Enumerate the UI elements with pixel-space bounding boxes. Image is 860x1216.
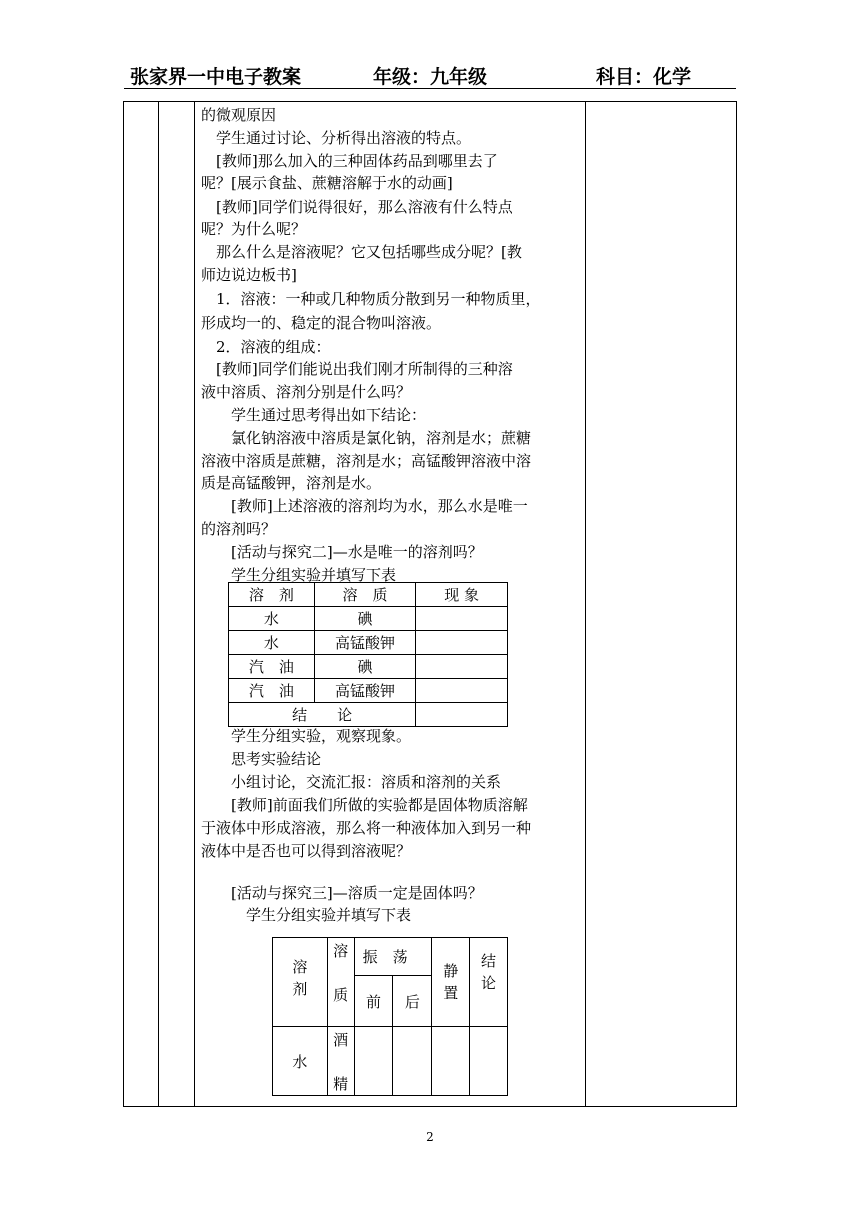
table-cell: 水 [229,631,315,655]
text-line: 学生分组实验并填写下表 [201,906,412,924]
table-cell: 碘 [314,655,416,679]
table-header-row [273,938,508,976]
table-row [273,1027,508,1096]
table-cell: 水 [229,607,315,631]
solvent-header-char: 剂 [292,980,308,998]
text-line: 学生通过讨论、分析得出溶液的特点。 [201,129,472,147]
table-cell: 水 [273,1027,328,1096]
text-line: 学生分组实验并填写下表 [201,566,397,584]
grade-label: 年级：九年级 [373,66,488,88]
solute-header [327,938,354,1027]
text-line: 液体中是否也可以得到溶液呢？ [201,842,412,860]
text-line: 师边说边板书] [201,266,297,284]
text-line: [教师]同学们能说出我们刚才所制得的三种溶 [201,360,513,378]
text-line: 呢？为什么呢？ [201,220,307,238]
text-line: 的溶剂吗？ [201,520,277,538]
conclusion-header-char: 论 [481,974,497,992]
table-header-cell: 溶 剂 [229,583,315,607]
text-line: 呢？[展示食盐、蔗糖溶解于水的动画] [201,174,453,192]
text-line: 学生通过思考得出如下结论： [201,406,427,424]
table-cell: 汽 油 [229,655,315,679]
solvent-header-char: 溶 [292,958,308,976]
subject-label: 科目：化学 [596,66,692,88]
school-title: 张家界一中电子教案 [130,66,302,88]
text-line: 2．溶液的组成： [201,338,331,356]
table-row [229,607,508,631]
table-cell [416,607,508,631]
text-line: 液中溶质、溶剂分别是什么吗？ [201,383,412,401]
text-line: [教师]同学们说得很好，那么溶液有什么特点 [201,198,513,216]
column-divider-1 [158,102,159,1106]
table-cell [393,1027,432,1096]
table-cell: 汽 油 [229,679,315,703]
table-cell: 高锰酸钾 [314,631,416,655]
table-header-cell: 溶 质 [314,583,416,607]
table-row [229,631,508,655]
table-cell: 高锰酸钾 [314,679,416,703]
solute-header-char: 溶 [333,942,349,960]
text-line: 思考实验结论 [201,750,322,768]
table-conclusion-row [229,703,508,727]
text-line: [活动与探究二]—水是唯一的溶剂吗？ [201,543,483,561]
still-header-char: 静 [443,962,459,980]
document-header [124,58,736,89]
table-header-row [229,583,508,607]
solvent-header [273,938,328,1027]
text-line: [教师]上述溶液的溶剂均为水，那么水是唯一 [201,497,528,515]
solute-header-char: 质 [333,986,349,1004]
table-cell [432,1027,470,1096]
text-line: 于液体中形成溶液，那么将一种液体加入到另一种 [201,819,532,837]
text-line: 质是高锰酸钾，溶剂是水。 [201,474,382,492]
text-line: 溶液中溶质是蔗糖，溶剂是水；高锰酸钾溶液中溶 [201,452,532,470]
still-header-char: 置 [443,984,459,1002]
conclusion-header-char: 结 [481,952,497,970]
text-line: [教师]那么加入的三种固体药品到哪里去了 [201,152,498,170]
after-header: 后 [393,976,432,1027]
text-line: [教师]前面我们所做的实验都是固体物质溶解 [201,796,528,814]
text-line: 1．溶液：一种或几种物质分散到另一种物质里， [201,290,541,308]
column-divider-3 [585,102,586,1106]
conclusion-label: 结 论 [229,703,416,727]
text-line: 氯化钠溶液中溶质是氯化钠，溶剂是水；蔗糖 [201,429,532,447]
text-line: 学生分组实验，观察现象。 [201,727,412,745]
shake-header: 振 荡 [354,938,432,976]
solute-cell-char: 精 [333,1075,349,1093]
still-header [432,938,470,1027]
solvent-experiment-table [228,582,508,727]
text-line: 形成均一的、稳定的混合物叫溶液。 [201,314,442,332]
conclusion-header [470,938,508,1027]
table-cell [416,679,508,703]
column-divider-2 [194,102,195,1106]
text-line: [活动与探究三]—溶质一定是固体吗？ [201,884,483,902]
table-row [229,679,508,703]
before-header: 前 [354,976,393,1027]
table-cell [416,703,508,727]
text-line: 那么什么是溶液呢？它又包括哪些成分呢？[教 [201,243,522,261]
table-cell [416,655,508,679]
table-header-cell: 现 象 [416,583,508,607]
solute-experiment-table [272,937,508,1096]
table-cell [416,631,508,655]
table-cell [327,1027,354,1096]
page-number: 2 [426,1130,434,1144]
table-cell [470,1027,508,1096]
solute-cell-char: 酒 [333,1031,349,1049]
table-row [229,655,508,679]
text-line: 小组讨论，交流汇报：溶质和溶剂的关系 [201,773,502,791]
text-line: 的微观原因 [201,106,277,124]
table-cell [354,1027,393,1096]
table-cell: 碘 [314,607,416,631]
